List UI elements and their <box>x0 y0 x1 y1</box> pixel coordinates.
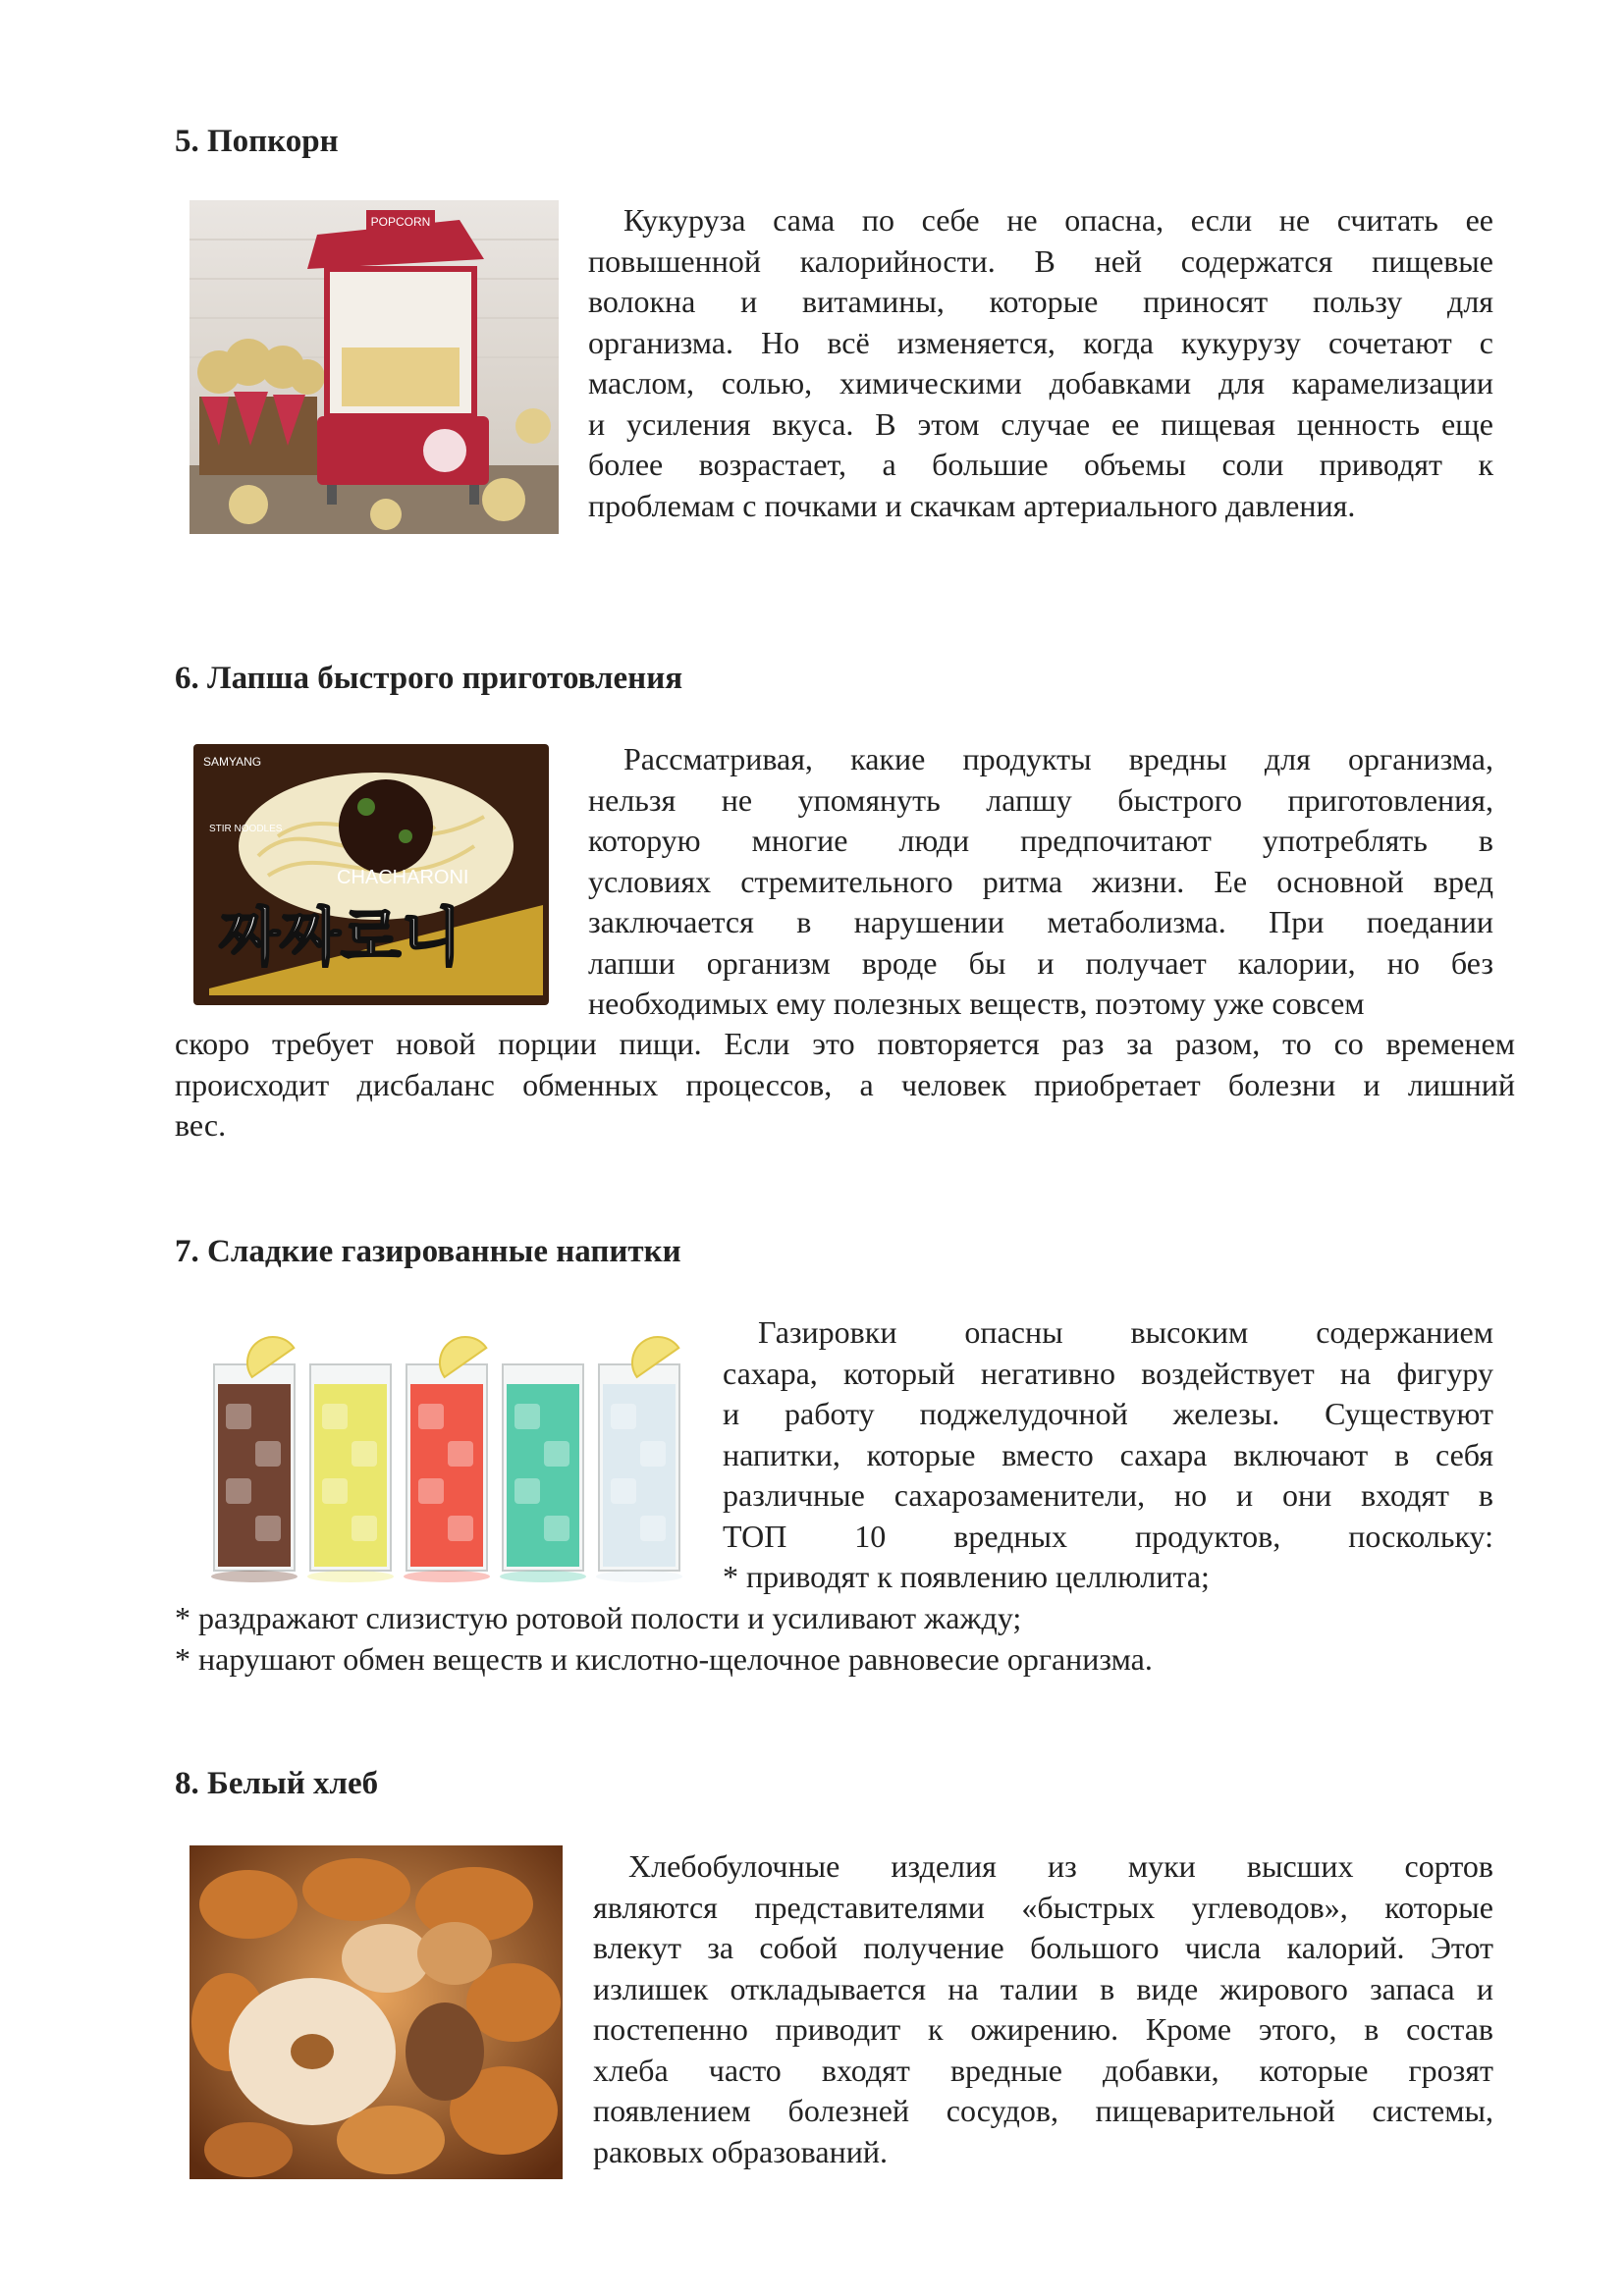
text-line: раковых образований. <box>593 2133 888 2169</box>
text-line: напитки, которые вместо сахара включают в себя <box>723 1436 1493 1472</box>
soda-image <box>206 1306 697 1590</box>
text-line: Кукуруза сама по себе не опасна, если не считать ее <box>623 202 1493 238</box>
popcorn-image <box>189 200 559 534</box>
bread-image <box>189 1845 563 2179</box>
text-line: вес. <box>175 1107 227 1143</box>
text-line: * нарушают обмен веществ и кислотно-щелочное равновесие организма. <box>175 1640 1153 1677</box>
soda-glass <box>307 1364 394 1582</box>
text-line: Газировки опасны высоким содержанием <box>758 1314 1493 1350</box>
section-heading-soda: 7. Сладкие газированные напитки <box>175 1234 681 1269</box>
text-line: хлеба часто входят вредные добавки, которые грозят <box>593 2052 1493 2088</box>
section-text-soda-continued <box>175 1598 1515 1680</box>
noodles-type-label: STIR NOODLES <box>209 824 283 834</box>
section-text-noodles-continued <box>175 1024 1515 1147</box>
noodles-korean-title: 짜짜로니 <box>219 902 462 975</box>
text-line: * раздражают слизистую ротовой полости и усиливают жажду; <box>175 1600 1022 1635</box>
text-line: заключается в нарушении метаболизма. При поедании <box>588 904 1493 939</box>
text-line: ТОП 10 вредных продуктов, поскольку: <box>723 1518 1493 1554</box>
text-line: волокна и витамины, которые приносят пользу для <box>588 284 1493 319</box>
text-line: маслом, солью, химическими добавками для карамелизации <box>588 365 1493 400</box>
section-text-noodles <box>588 739 1493 1025</box>
popcorn-sign: POPCORN <box>370 215 431 229</box>
text-line: и работу поджелудочной железы. Существуют <box>723 1396 1493 1431</box>
text-line: являются представителями «быстрых углеводов», которые <box>593 1889 1493 1925</box>
text-line: скоро требует новой порции пищи. Если это повторяется раз за разом, то со временем <box>175 1026 1515 1061</box>
soda-glass <box>500 1364 586 1582</box>
text-line: излишек откладывается на талии в виде жирового запаса и <box>593 1970 1493 2006</box>
noodles-maker-label: SAMYANG <box>203 755 262 769</box>
noodles-image <box>189 738 555 1011</box>
popcorn-machine-photo-icon <box>189 200 559 534</box>
soda-glasses-photo-icon <box>206 1306 697 1590</box>
text-line: лапши организм вроде бы и получает калории, но без <box>588 944 1493 981</box>
section-heading-popcorn: 5. Попкорн <box>175 124 339 159</box>
text-line: проблемам с почками и скачкам артериального давления. <box>588 487 1356 523</box>
text-line: Рассматривая, какие продукты вредны для организма, <box>623 741 1493 776</box>
text-line: более возрастает, а большие объемы соли приводят к <box>588 447 1493 482</box>
text-line: сахара, который негативно воздействует на фигуру <box>723 1355 1493 1391</box>
text-line: постепенно приводит к ожирению. Кроме этого, в состав <box>593 2011 1493 2047</box>
text-line: условиях стремительного ритма жизни. Ее основной вред <box>588 863 1493 899</box>
bread-pastries-photo-icon <box>189 1845 563 2179</box>
text-line: нельзя не упомянуть лапшу быстрого приготовления, <box>588 781 1493 818</box>
soda-glass <box>211 1327 298 1582</box>
text-line: организма. Но всё изменяется, когда кукурузу сочетают с <box>588 324 1493 360</box>
text-line: появлением болезней сосудов, пищеварительной системы, <box>593 2093 1493 2128</box>
text-line: влекут за собой получение большого числа калорий. Этот <box>593 1930 1493 1965</box>
soda-glass <box>596 1327 682 1582</box>
section-text-bread <box>593 1846 1493 2172</box>
section-heading-noodles: 6. Лапша быстрого приготовления <box>175 661 683 696</box>
section-heading-bread: 8. Белый хлеб <box>175 1766 379 1801</box>
text-line: повышенной калорийности. В ней содержатся пищевые <box>588 242 1493 279</box>
text-line: различные сахарозаменители, но и они входят в <box>723 1477 1493 1513</box>
noodles-brand-label: CHACHARONI <box>337 867 469 888</box>
text-line: происходит дисбаланс обменных процессов, а человек приобретает болезни и лишний <box>175 1066 1515 1102</box>
instant-noodles-package-photo-icon <box>189 738 555 1011</box>
soda-glass <box>404 1327 490 1582</box>
section-text-popcorn <box>588 200 1493 526</box>
text-line: Хлебобулочные изделия из муки высших сортов <box>628 1848 1493 1884</box>
text-line: необходимых ему полезных веществ, поэтому уже совсем <box>588 986 1365 1021</box>
section-text-soda <box>723 1312 1493 1598</box>
text-line: * приводят к появлению целлюлита; <box>723 1559 1210 1594</box>
text-line: и усиления вкуса. В этом случае ее пищевая ценность еще <box>588 405 1493 442</box>
text-line: которую многие люди предпочитают употреблять в <box>588 823 1493 858</box>
